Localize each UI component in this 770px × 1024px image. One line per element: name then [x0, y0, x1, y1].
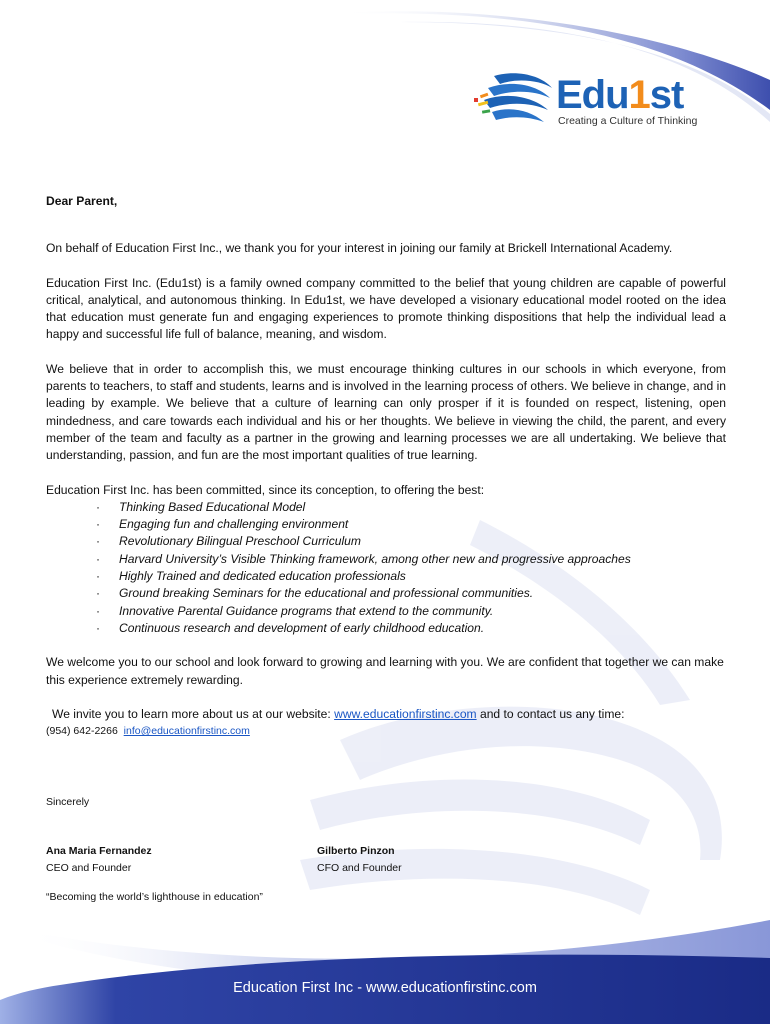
offering-text: Ground breaking Seminars for the educational and professional communities.: [119, 586, 534, 601]
intro-paragraph: On behalf of Education First Inc., we thank you for your interest in joining our family at Brickell International Academy.: [46, 241, 673, 256]
offering-item: [46, 585, 726, 602]
offering-text: Harvard University’s Visible Thinking framework, among other new and progressive approaches: [119, 551, 631, 566]
invite-line: [46, 706, 726, 723]
brand-edu: Edu: [556, 73, 629, 117]
bullet-icon: ·: [96, 499, 101, 514]
website-link[interactable]: www.educationfirstinc.com: [334, 706, 477, 721]
beliefs-paragraph: We believe that in order to accomplish this, we must encourage thinking cultures in our schools in which everyone, from parents to teachers, to staff and students, learns and is involved in the learning process of others. We believe in change, and in leading by example. We believe that a culture of learning can only prosper if it is founded on respect, listening, open mindedness, and care towards each individual and his or her thoughts. We believe in viewing the child, the parent, and every member of the team and faculty as a partner in the growing and learning processes we are all undertaking. We believe that understanding, passion, and fun are the most important qualities of true learning.: [46, 361, 726, 463]
brand-tagline: Creating a Culture of Thinking: [558, 115, 698, 127]
phone-number: (954) 642-2266: [46, 725, 118, 738]
logo-globe-mark: [474, 73, 552, 122]
bullet-icon: ·: [96, 534, 101, 549]
offerings-intro: Education First Inc. has been committed, since its conception, to offering the best:: [46, 482, 485, 497]
bullet-icon: ·: [96, 551, 101, 566]
offering-text: Continuous research and development of early childhood education.: [119, 620, 485, 635]
email-link[interactable]: info@educationfirstinc.com: [123, 725, 250, 738]
offering-item: [46, 499, 726, 516]
bullet-icon: ·: [96, 586, 101, 601]
bullet-icon: ·: [96, 603, 101, 618]
offering-text: Engaging fun and challenging environment: [119, 517, 349, 532]
offering-item: [46, 603, 726, 620]
offering-item: [46, 620, 726, 637]
signature-block-ceo: [46, 843, 152, 877]
offering-item: [46, 516, 726, 533]
closing: Sincerely: [46, 796, 90, 808]
footer-text: Education First Inc - www.educationfirstinc.com: [233, 980, 537, 996]
company-paragraph: Education First Inc. (Edu1st) is a family owned company committed to the belief that young children are capable of powerful critical, analytical, and autonomous thinking. In Edu1st, we have developed a visionary educational model rooted on the idea that education must generate fun and engaging experiences to promote thinking dispositions that help the individual lead a happy and successful life full of balance, meaning, and wisdom.: [46, 275, 726, 342]
offering-text: Innovative Parental Guidance programs that extend to the community.: [119, 603, 494, 618]
offering-item: [46, 568, 726, 585]
offering-text: Thinking Based Educational Model: [119, 499, 306, 514]
signatory-name: Gilberto Pinzon: [317, 845, 395, 857]
invite-text-after: and to contact us any time:: [476, 706, 625, 721]
offering-item: [46, 533, 726, 550]
offering-text: Highly Trained and dedicated education professionals: [119, 569, 406, 584]
letter-body: [46, 193, 726, 739]
greeting: Dear Parent,: [46, 194, 118, 208]
signatory-title: CEO and Founder: [46, 862, 132, 874]
motto: “Becoming the world’s lighthouse in education”: [46, 891, 263, 903]
welcome-paragraph: We welcome you to our school and look forward to growing and learning with you. We are confident that together we can make this experience extremely rewarding.: [46, 655, 724, 687]
signatory-name: Ana Maria Fernandez: [46, 845, 152, 857]
brand-one: 1: [628, 73, 650, 117]
signatory-title: CFO and Founder: [317, 862, 402, 874]
offering-item: [46, 551, 726, 568]
brand-st: st: [649, 73, 684, 117]
bullet-icon: ·: [96, 620, 101, 635]
signature-block-cfo: [317, 843, 402, 877]
invite-text-before: We invite you to learn more about us at our website:: [52, 706, 335, 721]
bullet-icon: ·: [96, 569, 101, 584]
bullet-icon: ·: [96, 517, 101, 532]
brand-wordmark: [556, 72, 683, 118]
contact-line: [46, 723, 726, 739]
offerings-list: [46, 499, 726, 637]
offering-text: Revolutionary Bilingual Preschool Curriculum: [119, 534, 361, 549]
